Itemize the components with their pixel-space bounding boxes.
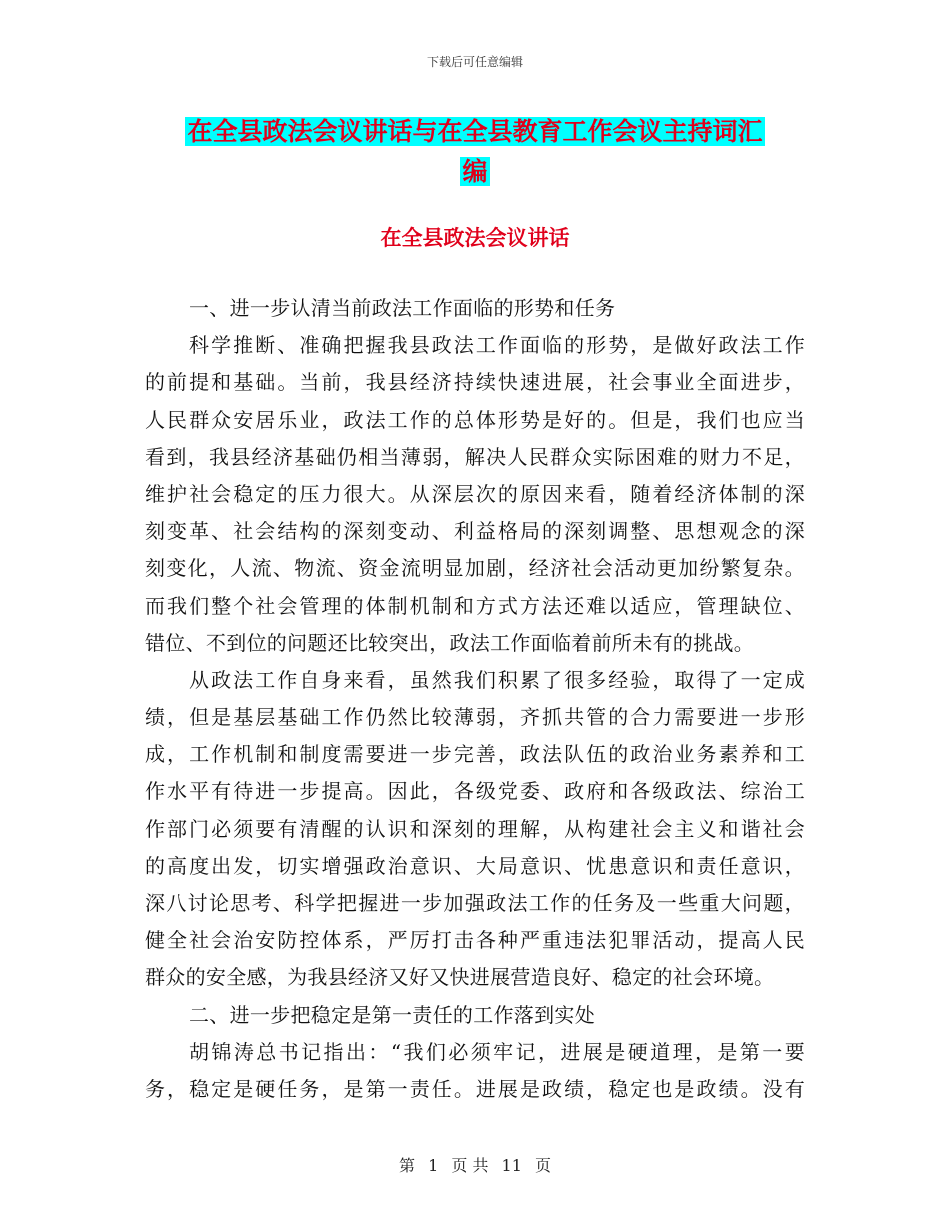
paragraph-line: 的高度出发，切实增强政治意识、大局意识、忧患意识和责任意识， [145,853,805,878]
document-title [140,112,810,192]
section-title: 在全县政法会议讲话 [380,226,570,250]
paragraph-line: 错位、不到位的问题还比较突出，政法工作面临着前所未有的挑战。 [145,630,754,655]
header-note: 下载后可任意编辑 [426,55,523,69]
footer-page-number: 1 [428,1156,439,1175]
heading-line: 二、进一步把稳定是第一责任的工作落到实处 [189,1002,595,1027]
document-title-line-1: 在全县政法会议讲话与在全县教育工作会议主持词汇 [187,117,763,146]
paragraph-line: 成，工作机制和制度需要进一步完善，政法队伍的政治业务素养和工 [145,742,805,767]
footer-total-pages: 11 [501,1156,522,1175]
paragraph-line: 科学推断、准确把握我县政法工作面临的形势，是做好政法工作 [189,333,805,358]
page-footer [0,1153,950,1176]
paragraph-line: 人民群众安居乐业，政法工作的总体形势是好的。但是，我们也应当 [145,407,805,432]
paragraph-line: 胡锦涛总书记指出：“我们必须牢记，进展是硬道理，是第一要 [189,1039,805,1064]
footer-suffix: 页 [535,1156,552,1175]
paragraph-line: 作部门必须要有清醒的认识和深刻的理解，从构建社会主义和谐社会 [145,816,805,841]
paragraph-line: 作水平有待进一步提高。因此，各级党委、政府和各级政法、综治工 [145,779,805,804]
paragraph-line: 维护社会稳定的压力很大。从深层次的原因来看，随着经济体制的深 [145,481,805,506]
paragraph-line: 务，稳定是硬任务，是第一责任。进展是政绩，稳定也是政绩。没有 [145,1076,805,1101]
paragraph-line: 群众的安全感，为我县经济又好又快进展营造良好、稳定的社会环境。 [145,965,775,990]
paragraph-line: 绩，但是基层基础工作仍然比较薄弱，齐抓共管的合力需要进一步形 [145,705,805,730]
paragraph-line: 看到，我县经济基础仍相当薄弱，解决人民群众实际困难的财力不足， [145,444,805,469]
paragraph-line: 而我们整个社会管理的体制机制和方式方法还难以适应，管理缺位、 [145,593,805,618]
footer-middle: 页 共 [451,1156,489,1175]
document-title-line-2: 编 [462,157,488,186]
document-body [145,290,805,1108]
heading-line: 一、进一步认清当前政法工作面临的形势和任务 [189,296,616,320]
paragraph-line: 的前提和基础。当前，我县经济持续快速进展，社会事业全面进步， [145,370,805,395]
paragraph-line: 从政法工作自身来看，虽然我们积累了很多经验，取得了一定成 [189,667,805,692]
paragraph-line: 刻变革、社会结构的深刻变动、利益格局的深刻调整、思想观念的深 [145,519,805,544]
footer-prefix: 第 [398,1156,415,1175]
paragraph-line: 刻变化，人流、物流、资金流明显加剧，经济社会活动更加纷繁复杂。 [145,556,805,581]
paragraph-line: 深八讨论思考、科学把握进一步加强政法工作的任务及一些重大问题， [145,891,805,915]
paragraph-line: 健全社会治安防控体系，严厉打击各种严重违法犯罪活动，提高人民 [145,928,805,953]
